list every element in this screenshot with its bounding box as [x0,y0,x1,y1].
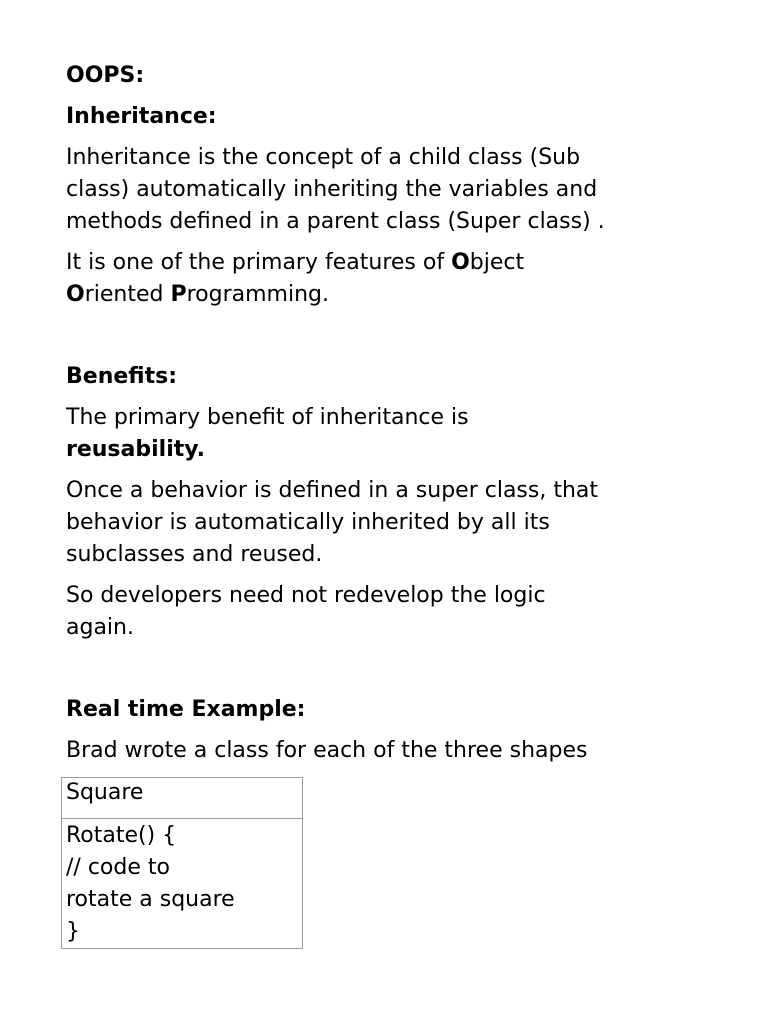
benefit-paragraph [66,402,706,466]
benefits-heading: Benefits: [66,364,177,389]
paragraph-line [66,247,706,279]
doc-title: OOPS: [66,63,145,88]
paragraph-line: So developers need not redevelop the logic [66,583,546,608]
text-run: It is one of the primary features of [66,250,452,275]
oop-feature-paragraph [66,247,706,311]
paragraph-line: again. [66,615,134,640]
bold-letter: O [451,250,470,275]
text-run: bject [469,250,525,275]
paragraph-line: Once a behavior is defined in a super class, that [66,478,599,503]
paragraph-line: behavior is automatically inherited by all its [66,510,550,535]
paragraph-line: Inheritance is the concept of a child class (Sub [66,145,581,170]
document-page [66,60,706,767]
developers-paragraph [66,580,706,644]
paragraph-line [66,279,706,311]
paragraph-line: The primary benefit of inheritance is [66,405,469,430]
class-body [62,819,302,948]
inheritance-definition [66,142,706,238]
inheritance-heading: Inheritance: [66,104,217,129]
bold-letter: O [66,282,85,307]
example-paragraph: Brad wrote a class for each of the three shapes [66,738,588,763]
code-line: } [66,919,80,944]
example-heading: Real time Example: [66,697,306,722]
behavior-paragraph [66,475,706,571]
text-run: riented [84,282,171,307]
reusability-emphasis: reusability. [66,437,205,462]
paragraph-line: methods defined in a parent class (Super class) . [66,209,605,234]
class-name: Square [62,778,302,819]
paragraph-line: class) automatically inheriting the variables and [66,177,598,202]
text-run: rogramming. [186,282,329,307]
paragraph-line: subclasses and reused. [66,542,323,567]
bold-letter: P [170,282,187,307]
code-line: Rotate() { [66,823,177,848]
code-line: rotate a square [66,887,235,912]
square-class-box [61,777,303,949]
code-line: // code to [66,855,170,880]
